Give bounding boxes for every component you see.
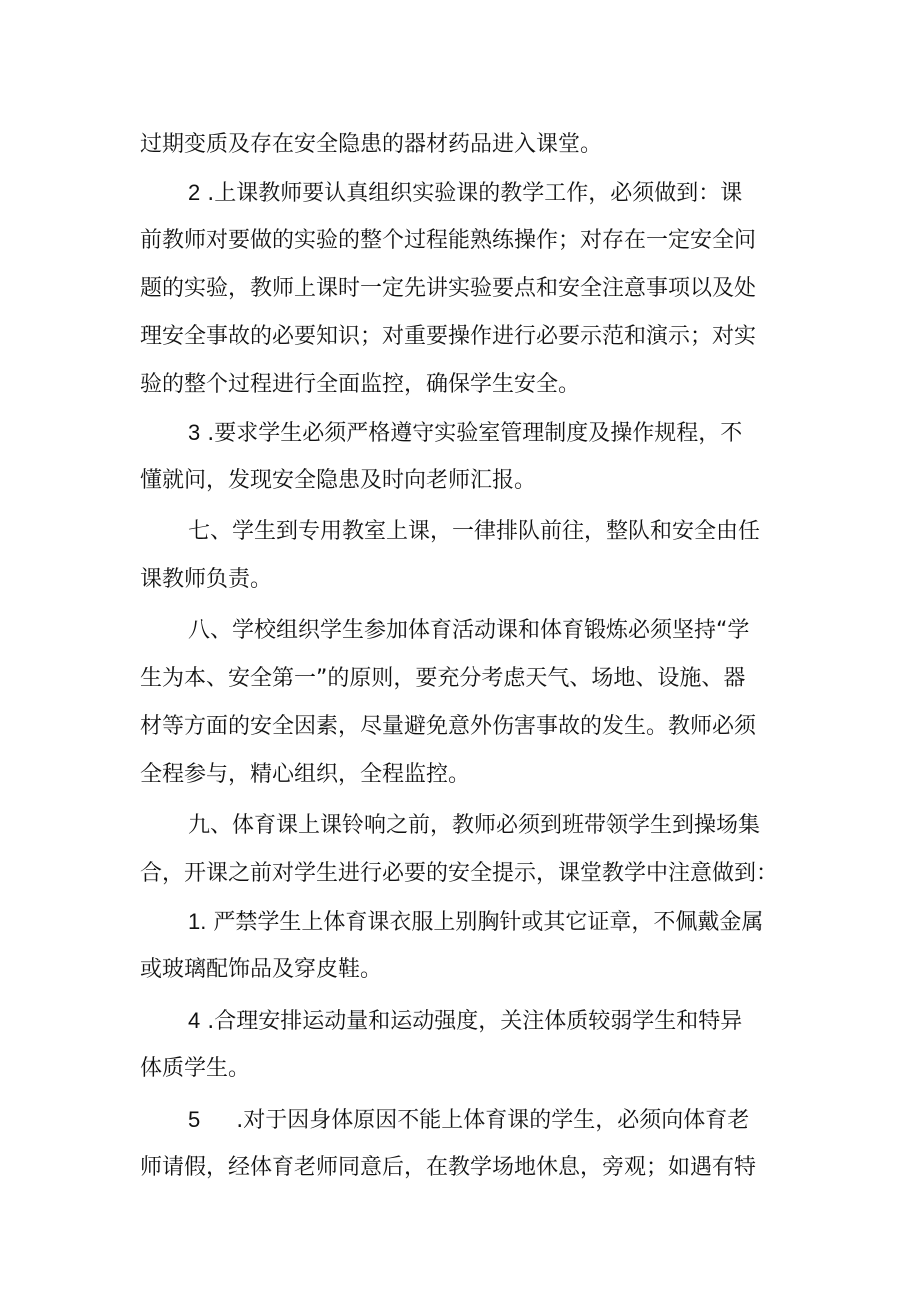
paragraph-line: 七、学生到专用教室上课，一律排队前往，整队和安全由任 — [188, 519, 761, 544]
item-number: 3 — [188, 420, 201, 445]
line-text: .合理安排运动量和运动强度，关注体质较弱学生和特异 — [207, 1009, 743, 1034]
paragraph-line: 题的实验，教师上课时一定先讲实验要点和安全注意事项以及处 — [140, 276, 757, 301]
paragraph-line — [188, 1105, 749, 1135]
item-number: 1. — [188, 909, 207, 934]
line-text: .要求学生必须严格遵守实验室管理制度及操作规程，不 — [207, 421, 743, 446]
line-text: .上课教师要认真组织实验课的教学工作，必须做到：课 — [207, 181, 743, 206]
paragraph-line: 课教师负责。 — [140, 567, 273, 592]
paragraph-line: 八、学校组织学生参加体育活动课和体育锻炼必须坚持“学 — [188, 618, 750, 643]
paragraph-line: 九、体育课上课铃响之前，教师必须到班带领学生到操场集 — [188, 813, 761, 838]
paragraph-line: 体质学生。 — [140, 1056, 251, 1081]
paragraph-line: 全程参与，精心组织，全程监控。 — [140, 762, 471, 787]
paragraph-line — [188, 418, 742, 448]
paragraph-line — [188, 907, 763, 937]
paragraph-line: 过期变质及存在安全隐患的器材药品进入课堂。 — [140, 132, 603, 157]
paragraph-line: 验的整个过程进行全面监控，确保学生安全。 — [140, 372, 581, 397]
paragraph-line: 或玻璃配饰品及穿皮鞋。 — [140, 957, 383, 982]
paragraph-line: 前教师对要做的实验的整个过程能熟练操作；对存在一定安全问 — [140, 228, 757, 253]
item-number: 4 — [188, 1008, 201, 1033]
line-text: 严禁学生上体育课衣服上别胸针或其它证章，不佩戴金属 — [213, 910, 764, 935]
paragraph-line: 懂就问，发现安全隐患及时向老师汇报。 — [140, 468, 537, 493]
item-number: 5 — [188, 1107, 201, 1132]
paragraph-line: 师请假，经体育老师同意后，在教学场地休息，旁观；如遇有特 — [140, 1155, 757, 1180]
paragraph-line: 合，开课之前对学生进行必要的安全提示，课堂教学中注意做到： — [140, 861, 779, 886]
paragraph-line: 材等方面的安全因素，尽量避免意外伤害事故的发生。教师必须 — [140, 714, 757, 739]
paragraph-line — [188, 178, 742, 208]
line-text: .对于因身体原因不能上体育课的学生，必须向体育老 — [236, 1108, 750, 1133]
paragraph-line: 生为本、安全第一”的原则，要充分考虑天气、场地、设施、器 — [140, 666, 746, 691]
paragraph-line — [188, 1006, 742, 1036]
paragraph-line: 理安全事故的必要知识；对重要操作进行必要示范和演示；对实 — [140, 324, 757, 349]
item-number: 2 — [188, 180, 201, 205]
